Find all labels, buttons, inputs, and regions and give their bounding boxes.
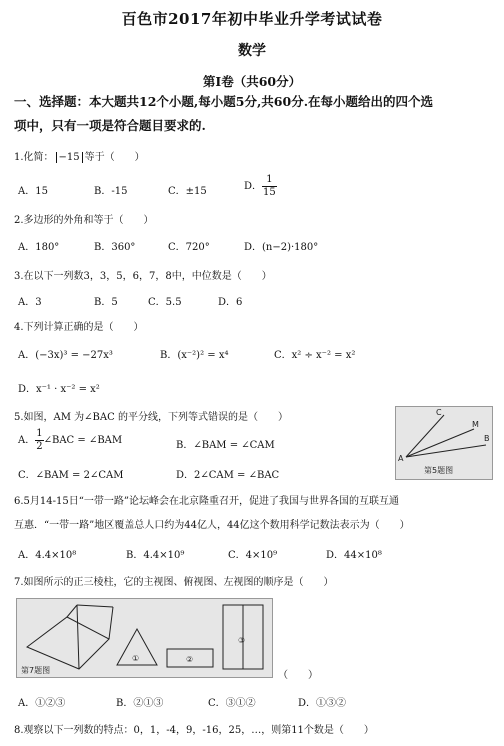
- question-6-line1: 6.5月14-15日“一带一路”论坛峰会在北京隆重召开，促进了我国与世界各国的互联互通: [14, 496, 399, 507]
- q1-d-denominator: 15: [263, 187, 276, 198]
- view-2-label: ②: [186, 655, 194, 664]
- q3-option-c: C．5.5: [148, 297, 182, 308]
- q5-a-denominator: 2: [36, 441, 43, 452]
- q7-figure-caption: 第7题图: [21, 666, 51, 675]
- q4-option-a: A．(−3x)³ = −27x³: [18, 350, 113, 361]
- question-3: 3.在以下一列数3，3，5，6，7，8中，中位数是（ ）: [14, 271, 272, 282]
- q5-a-prefix: A．: [18, 435, 36, 446]
- prism-edge: [109, 607, 113, 639]
- view-3-label: ③: [238, 636, 246, 645]
- question-4: 4.下列计算正确的是（ ）: [14, 322, 144, 333]
- label-m: M: [472, 420, 479, 429]
- view-1-label: ①: [132, 654, 140, 663]
- label-c: C: [436, 408, 442, 417]
- q4-option-b: B．(x⁻²)² = x⁴: [160, 350, 229, 361]
- label-a: A: [398, 454, 404, 463]
- q1-d-fraction: [262, 174, 277, 199]
- prism-edge: [77, 605, 79, 669]
- q1-option-c: C．±15: [168, 186, 207, 197]
- prism-edge: [77, 605, 113, 607]
- q2-option-b: B．360°: [94, 242, 136, 253]
- exam-title: 百色市2017年初中毕业升学考试试卷: [121, 10, 383, 28]
- q5-option-b: B．∠BAM = ∠CAM: [176, 440, 275, 451]
- q1-d-numerator: 1: [262, 174, 277, 187]
- q1-d-prefix: D．: [244, 181, 263, 192]
- ray-ab: [406, 445, 486, 457]
- label-b: B: [484, 434, 490, 443]
- ray-ac: [406, 415, 444, 457]
- question-6-line2: 互惠．“一带一路”地区覆盖总人口约为44亿人，44亿这个数用科学记数法表示为（ ）: [14, 520, 410, 531]
- q5-a-rest: ∠BAC = ∠BAM: [43, 435, 123, 446]
- q1-option-d: [244, 174, 277, 199]
- q5-option-a: [18, 428, 122, 453]
- q7-figure: [16, 598, 273, 678]
- ray-am: [406, 429, 474, 457]
- q5-a-fraction: [35, 428, 43, 453]
- q1-option-a: A．15: [18, 186, 48, 197]
- q6-option-c: C．4×10⁹: [228, 550, 278, 561]
- q5-angle-diagram: [396, 407, 492, 479]
- q7-answer-blank: （ ）: [278, 670, 318, 681]
- q1-prefix: 1.化简：: [14, 152, 54, 163]
- q5-option-c: C．∠BAM = 2∠CAM: [18, 470, 124, 481]
- prism-body: [27, 617, 109, 669]
- q6-option-d: D．44×10⁸: [326, 550, 382, 561]
- part-title: 第Ⅰ卷（共60分）: [202, 74, 302, 89]
- q2-option-a: A．180°: [18, 242, 60, 253]
- q5-a-numerator: 1: [36, 428, 43, 439]
- prism-edge: [67, 605, 77, 617]
- q3-option-b: B．5: [94, 297, 118, 308]
- q4-option-d: D．x⁻¹ · x⁻² = x²: [18, 384, 100, 395]
- subject-title: 数学: [238, 43, 266, 59]
- q5-figure-caption: 第5题图: [424, 466, 454, 475]
- q3-option-a: A．3: [18, 297, 42, 308]
- q1-abs-value: −15: [56, 152, 83, 163]
- question-2: 2.多边形的外角和等于（ ）: [14, 215, 154, 226]
- q2-option-d: D．(n−2)·180°: [244, 242, 319, 253]
- q1-suffix: 等于（ ）: [84, 152, 145, 163]
- question-8: 8.观察以下一列数的特点：0，1，-4，9，-16，25，…，则第11个数是（ ）: [14, 725, 374, 736]
- q1-option-b: B．-15: [94, 186, 128, 197]
- section-heading-line2: 项中，只有一项是符合题目要求的.: [14, 118, 206, 133]
- question-1: [14, 148, 145, 163]
- q5-option-d: D．2∠CAM = ∠BAC: [176, 470, 280, 481]
- question-5: 5.如图，AM 为∠BAC 的平分线，下列等式错误的是（ ）: [14, 412, 288, 423]
- q7-option-c: C．③①②: [208, 698, 256, 709]
- question-7: 7.如图所示的正三棱柱，它的主视图、俯视图、左视图的顺序是（ ）: [14, 577, 334, 588]
- q2-option-c: C．720°: [168, 242, 210, 253]
- q7-prism-views: [17, 599, 272, 677]
- q7-option-d: D．①③②: [298, 698, 347, 709]
- q6-option-b: B．4.4×10⁹: [126, 550, 185, 561]
- section-heading-line1: 一、选择题：本大题共12个小题,每小题5分,共60分.在每小题给出的四个选: [14, 94, 434, 109]
- q6-option-a: A．4.4×10⁸: [18, 550, 77, 561]
- q3-option-d: D．6: [218, 297, 243, 308]
- q5-figure: [395, 406, 493, 480]
- q4-option-c: C．x² ÷ x⁻² = x²: [274, 350, 356, 361]
- q7-option-b: B．②①③: [116, 698, 164, 709]
- q7-option-a: A．①②③: [18, 698, 66, 709]
